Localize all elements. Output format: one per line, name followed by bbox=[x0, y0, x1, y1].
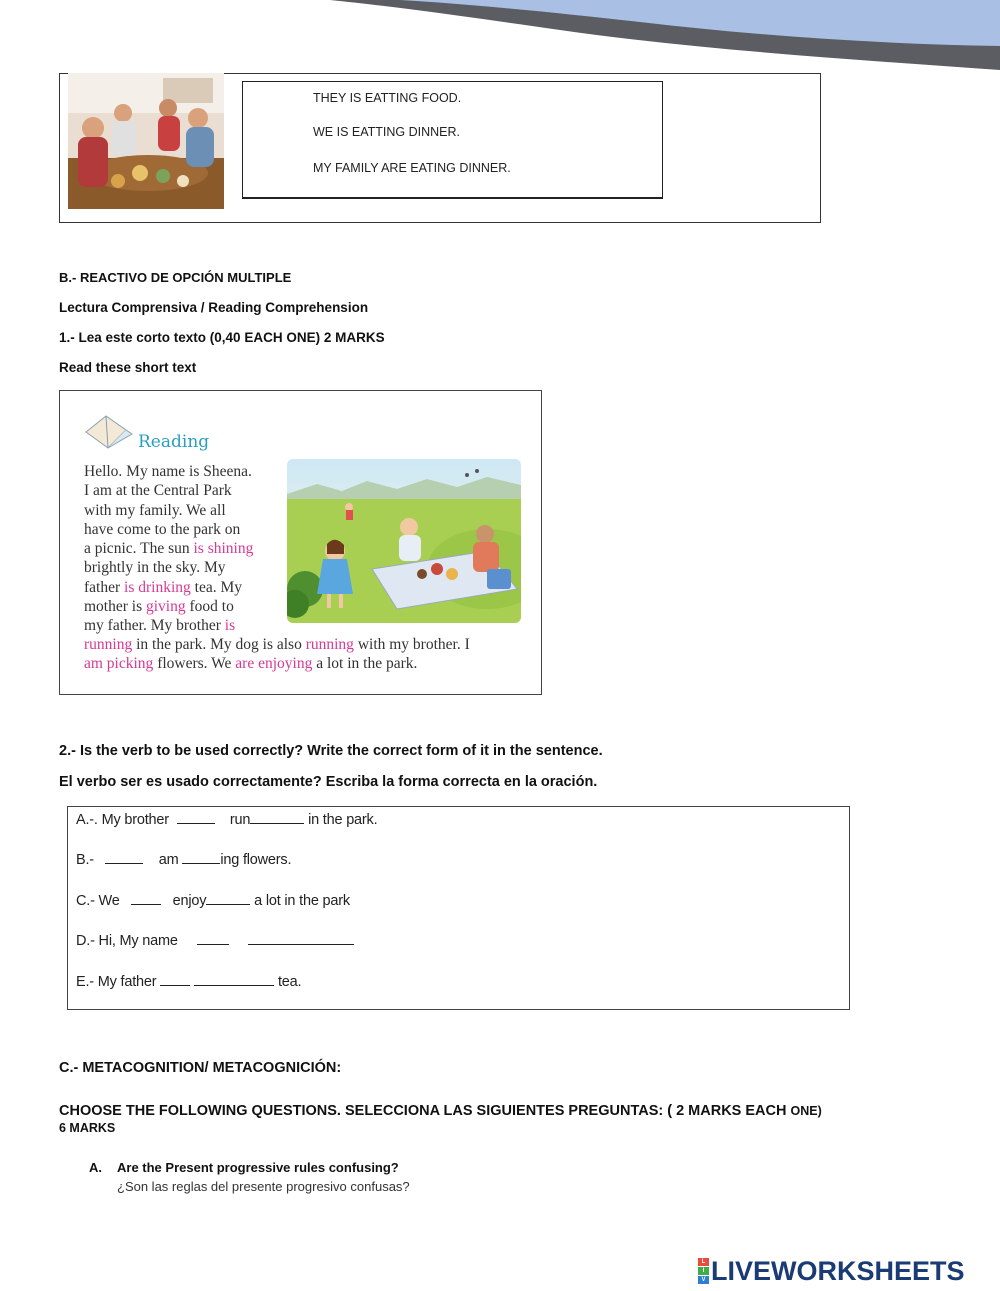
exercise-item-b: B.- am ing flowers. bbox=[76, 852, 292, 868]
question-a-letter: A. bbox=[89, 1160, 102, 1175]
blank-c1[interactable] bbox=[131, 892, 161, 905]
blank-b1[interactable] bbox=[105, 851, 143, 864]
reading-paragraph-end bbox=[84, 635, 524, 674]
section-b-instruction: 1.- Lea este corto texto (0,40 EACH ONE) 2 MARKS bbox=[59, 330, 385, 345]
question-2-title-es: El verbo ser es usado correctamente? Escriba la forma correcta en la oración. bbox=[59, 774, 598, 790]
reading-title: Reading bbox=[138, 432, 210, 452]
blank-a1[interactable] bbox=[177, 811, 215, 824]
family-dinner-photo bbox=[68, 73, 224, 209]
blank-e2[interactable] bbox=[194, 973, 274, 986]
exercise-item-e: E.- My father tea. bbox=[76, 974, 302, 990]
logo-blocks-icon: L I V bbox=[698, 1258, 709, 1284]
reading-line: with my family. We all bbox=[84, 501, 226, 519]
reading-line: running in the park. My dog is also running with my brother. I bbox=[84, 636, 470, 653]
section-c-choose: CHOOSE THE FOLLOWING QUESTIONS. SELECCIONA LAS SIGUIENTES PREGUNTAS: ( 2 MARKS EACH ONE) bbox=[59, 1103, 822, 1119]
section-b-title: B.- REACTIVO DE OPCIÓN MULTIPLE bbox=[59, 270, 292, 285]
blank-a2[interactable] bbox=[250, 811, 304, 824]
reading-line: I am at the Central Park bbox=[84, 482, 232, 500]
section-c-marks: 6 MARKS bbox=[59, 1121, 116, 1135]
exercise-item-a: A.-. My brother run in the park. bbox=[76, 812, 378, 828]
section-b-subtitle: Lectura Comprensiva / Reading Comprehension bbox=[59, 300, 369, 315]
reading-line: brightly in the sky. My bbox=[84, 559, 226, 577]
exercise-item-c: C.- We enjoy a lot in the park bbox=[76, 893, 350, 909]
option-3[interactable]: MY FAMILY ARE EATING DINNER. bbox=[313, 161, 511, 175]
blank-b2[interactable] bbox=[182, 851, 220, 864]
section-b-instruction-en: Read these short text bbox=[59, 360, 197, 375]
picnic-illustration bbox=[287, 459, 521, 623]
liveworksheets-logo bbox=[698, 1256, 965, 1286]
reading-line: mother is giving food to bbox=[84, 598, 234, 616]
reading-line: father is drinking tea. My bbox=[84, 578, 242, 596]
question-a-es: ¿Son las reglas del presente progresivo confusas? bbox=[117, 1179, 410, 1194]
exercise-item-d: D.- Hi, My name bbox=[76, 932, 354, 949]
option-2[interactable]: WE IS EATTING DINNER. bbox=[313, 125, 460, 139]
reading-paragraph bbox=[84, 462, 277, 636]
logo-text: LIVEWORKSHEETS bbox=[711, 1255, 965, 1286]
header-wave bbox=[0, 0, 1000, 70]
blank-c2[interactable] bbox=[206, 892, 250, 905]
answer-options-box bbox=[242, 81, 663, 199]
option-1[interactable]: THEY IS EATTING FOOD. bbox=[313, 91, 462, 105]
reading-line: am picking flowers. We are enjoying a lot in the park. bbox=[84, 655, 418, 673]
blank-e1[interactable] bbox=[160, 973, 190, 986]
question-2-title: 2.- Is the verb to be used correctly? Write the correct form of it in the sentence. bbox=[59, 743, 603, 759]
blank-d2[interactable] bbox=[248, 932, 354, 945]
reading-line: have come to the park on bbox=[84, 520, 241, 538]
reading-line: Hello. My name is Sheena. bbox=[84, 463, 252, 480]
reading-line: a picnic. The sun is shining bbox=[84, 540, 254, 558]
reading-line: my father. My brother is bbox=[84, 617, 236, 635]
open-book-icon bbox=[82, 410, 138, 450]
blank-d1[interactable] bbox=[197, 932, 229, 945]
question-a-en: Are the Present progressive rules confusing? bbox=[117, 1160, 399, 1175]
section-c-title: C.- METACOGNITION/ METACOGNICIÓN: bbox=[59, 1060, 342, 1076]
